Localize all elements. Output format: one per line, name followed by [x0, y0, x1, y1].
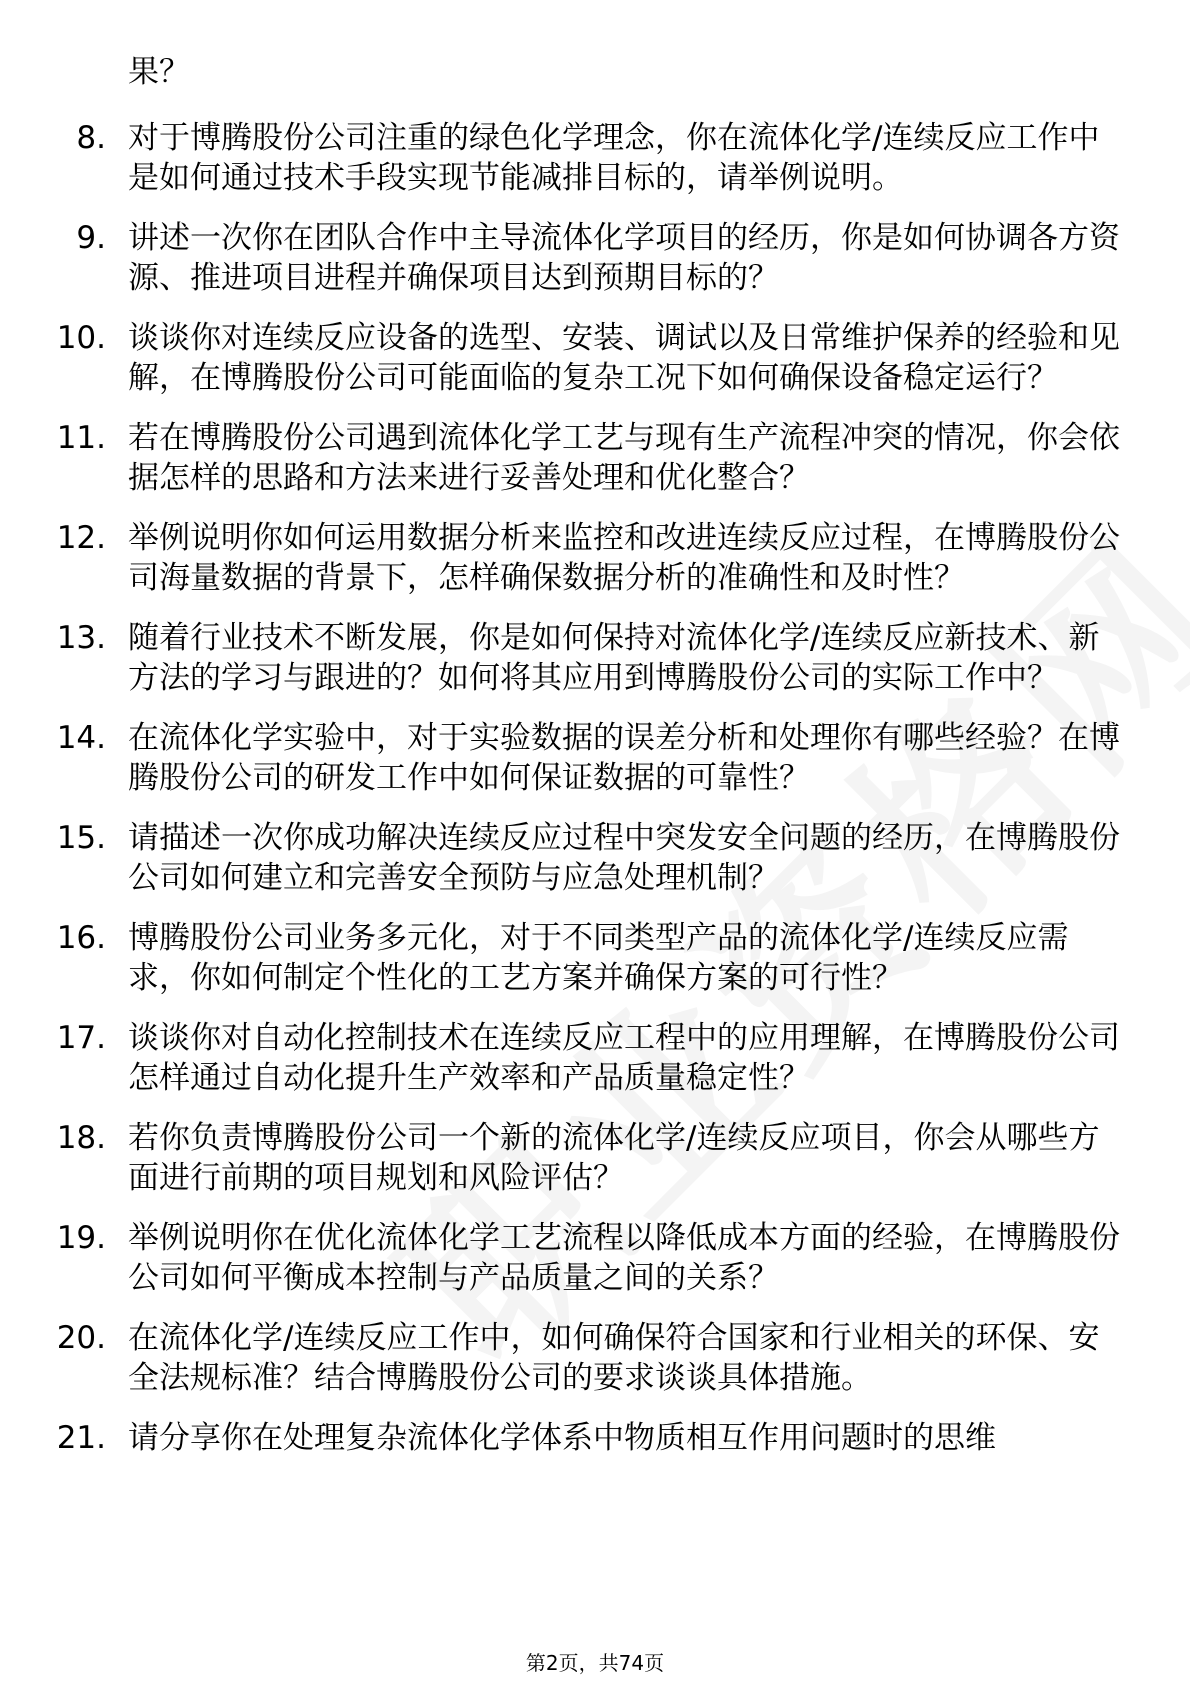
question-number: 9. [76, 220, 106, 256]
question-item [0, 718, 1190, 798]
question-text: 在流体化学实验中，对于实验数据的误差分析和处理你有哪些经验？在博腾股份公司的研发工作中如何保证数据的可靠性？ [128, 720, 1120, 796]
question-item [0, 1218, 1190, 1298]
question-text: 若在博腾股份公司遇到流体化学工艺与现有生产流程冲突的情况，你会依据怎样的思路和方法来进行妥善处理和优化整合？ [128, 420, 1120, 496]
question-text: 讲述一次你在团队合作中主导流体化学项目的经历，你是如何协调各方资源、推进项目进程并确保项目达到预期目标的？ [128, 220, 1120, 296]
question-item [0, 818, 1190, 898]
question-number: 14. [56, 720, 106, 756]
question-text: 请分享你在处理复杂流体化学体系中物质相互作用问题时的思维 [128, 1420, 996, 1456]
question-number: 11. [56, 420, 106, 456]
question-item [0, 418, 1190, 498]
question-number: 20. [56, 1320, 106, 1356]
question-number: 8. [76, 120, 106, 156]
question-text: 若你负责博腾股份公司一个新的流体化学/连续反应项目，你会从哪些方面进行前期的项目规划和风险评估？ [128, 1120, 1100, 1196]
question-number: 21. [56, 1420, 106, 1456]
question-text: 谈谈你对自动化控制技术在连续反应工程中的应用理解，在博腾股份公司怎样通过自动化提升生产效率和产品质量稳定性？ [128, 1020, 1120, 1096]
question-item [0, 1018, 1190, 1098]
continuation-text: 果？ [128, 54, 190, 90]
question-number: 15. [56, 820, 106, 856]
question-item [0, 518, 1190, 598]
question-text: 在流体化学/连续反应工作中，如何确保符合国家和行业相关的环保、安全法规标准？结合博腾股份公司的要求谈谈具体措施。 [128, 1320, 1100, 1396]
question-item [0, 318, 1190, 398]
question-text: 对于博腾股份公司注重的绿色化学理念，你在流体化学/连续反应工作中是如何通过技术手段实现节能减排目标的，请举例说明。 [128, 120, 1100, 196]
question-text: 举例说明你在优化流体化学工艺流程以降低成本方面的经验，在博腾股份公司如何平衡成本控制与产品质量之间的关系？ [128, 1220, 1120, 1296]
question-text: 请描述一次你成功解决连续反应过程中突发安全问题的经历，在博腾股份公司如何建立和完善安全预防与应急处理机制？ [128, 820, 1120, 896]
question-list [0, 118, 1190, 1478]
question-number: 13. [56, 620, 106, 656]
question-item [0, 118, 1190, 198]
page-footer: 第2页，共74页 [525, 1651, 665, 1675]
question-item [0, 1118, 1190, 1198]
question-item [0, 918, 1190, 998]
question-text: 随着行业技术不断发展，你是如何保持对流体化学/连续反应新技术、新方法的学习与跟进的？如何将其应用到博腾股份公司的实际工作中？ [128, 620, 1100, 696]
question-number: 12. [56, 520, 106, 556]
question-number: 19. [56, 1220, 106, 1256]
question-number: 18. [56, 1120, 106, 1156]
question-item [0, 1418, 1190, 1458]
question-number: 16. [56, 920, 106, 956]
question-text: 谈谈你对连续反应设备的选型、安装、调试以及日常维护保养的经验和见解，在博腾股份公司可能面临的复杂工况下如何确保设备稳定运行？ [128, 320, 1120, 396]
question-text: 举例说明你如何运用数据分析来监控和改进连续反应过程，在博腾股份公司海量数据的背景下，怎样确保数据分析的准确性和及时性？ [128, 520, 1120, 596]
question-item [0, 218, 1190, 298]
question-number: 17. [56, 1020, 106, 1056]
question-item [0, 1318, 1190, 1398]
question-number: 10. [56, 320, 106, 356]
question-text: 博腾股份公司业务多元化，对于不同类型产品的流体化学/连续反应需求，你如何制定个性化的工艺方案并确保方案的可行性？ [128, 920, 1069, 996]
question-item [0, 618, 1190, 698]
